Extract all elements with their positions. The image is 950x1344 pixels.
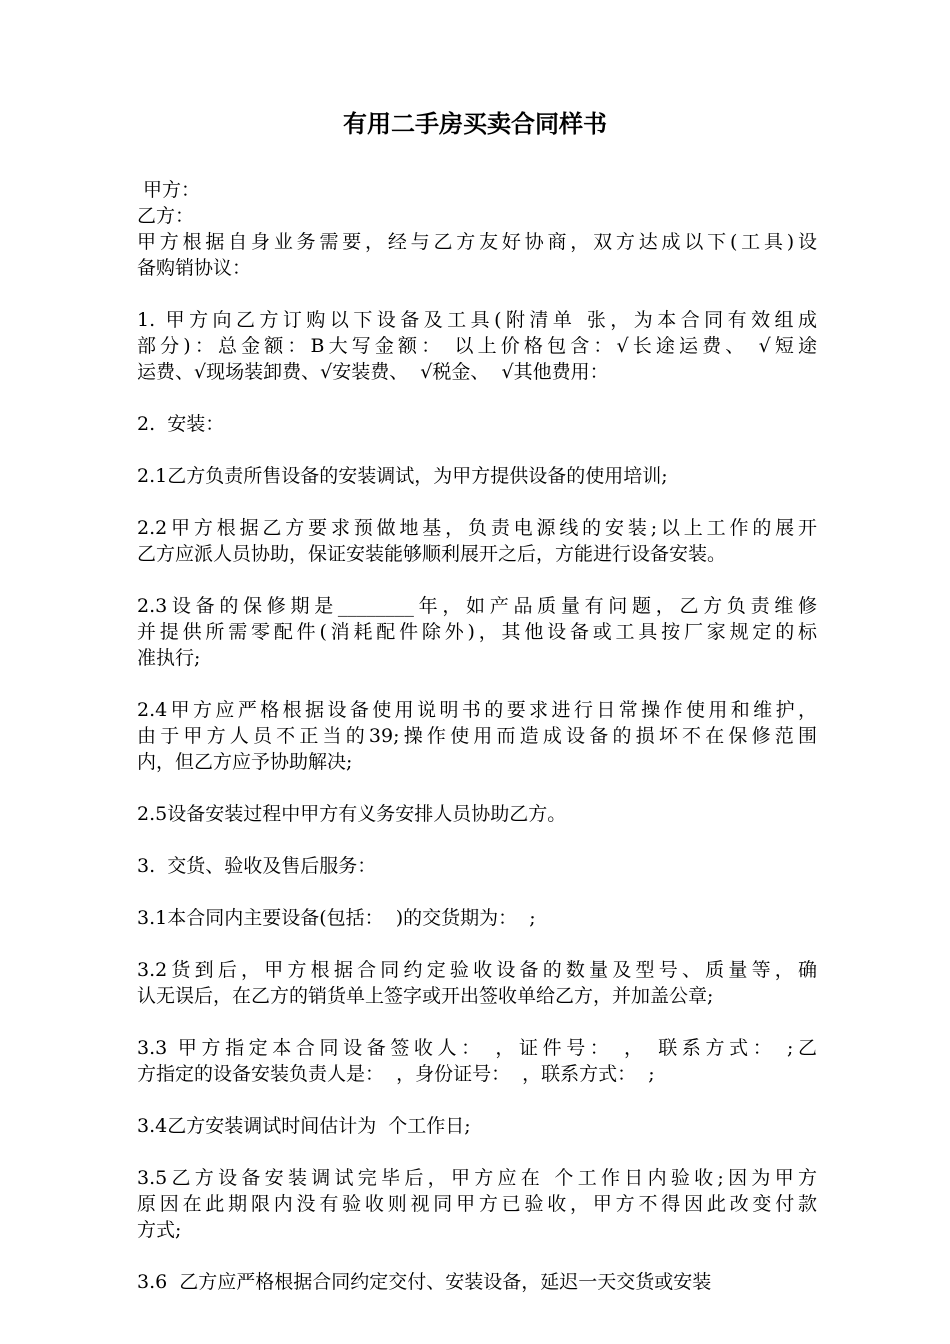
text-line: 乙方应派人员协助，保证安装能够顺利展开之后，方能进行设备安装。 <box>137 543 727 565</box>
text-line: 运费、√现场装卸费、√安装费、 √税金、 √其他费用： <box>137 361 609 383</box>
text-line: 乙方： <box>137 205 195 227</box>
blank-line <box>137 385 817 411</box>
text-line: 内，但乙方应予协助解决; <box>137 751 353 773</box>
text-line: 3.1本合同内主要设备(包括： )的交货期为： ; <box>137 907 536 929</box>
text-line: 3. 交货、验收及售后服务： <box>137 855 377 877</box>
blank-line <box>137 879 817 905</box>
text-line: 2.3设备的保修期是________年，如产品质量有问题，乙方负责维修 <box>137 595 817 617</box>
text-line: 认无误后，在乙方的销货单上签字或开出签收单给乙方，并加盖公章; <box>137 985 714 1007</box>
blank-line <box>137 1243 817 1269</box>
blank-line <box>137 1139 817 1165</box>
document-title: 有用二手房买卖合同样书 <box>343 110 607 138</box>
text-line: 2.4甲方应严格根据设备使用说明书的要求进行日常操作使用和维护， <box>137 699 817 721</box>
blank-line <box>137 775 817 801</box>
text-line: 部分)：总金额：B大写金额： 以上价格包含：√长途运费、 √短途 <box>137 335 817 357</box>
text-line: 2. 安装： <box>137 413 225 435</box>
blank-line <box>137 1087 817 1113</box>
text-line: 甲方： <box>137 179 201 201</box>
text-line: 备购销协议： <box>137 257 252 279</box>
text-line: 原因在此期限内没有验收则视同甲方已验收，甲方不得因此改变付款 <box>137 1193 817 1215</box>
text-line: 方式; <box>137 1219 182 1241</box>
text-line: 准执行; <box>137 647 201 669</box>
text-line: 2.5设备安装过程中甲方有义务安排人员协助乙方。 <box>137 803 567 825</box>
blank-line <box>137 567 817 593</box>
text-line: 并提供所需零配件(消耗配件除外)，其他设备或工具按厂家规定的标 <box>137 621 817 643</box>
blank-line <box>137 931 817 957</box>
text-line: 2.1乙方负责所售设备的安装调试，为甲方提供设备的使用培训; <box>137 465 668 487</box>
blank-line <box>137 437 817 463</box>
text-line: 1. 甲方向乙方订购以下设备及工具(附清单 张，为本合同有效组成 <box>137 309 817 331</box>
text-line: 3.5乙方设备安装调试完毕后，甲方应在 个工作日内验收;因为甲方 <box>137 1167 817 1189</box>
text-line: 3.4乙方安装调试时间估计为 个工作日; <box>137 1115 471 1137</box>
document-body <box>137 177 817 1295</box>
text-line: 3.6 乙方应严格根据合同约定交付、安装设备，延迟一天交货或安装 <box>137 1271 712 1293</box>
text-line: 2.2甲方根据乙方要求预做地基，负责电源线的安装;以上工作的展开 <box>137 517 817 539</box>
text-line: 甲方根据自身业务需要，经与乙方友好协商，双方达成以下(工具)设 <box>137 231 817 253</box>
text-line: 方指定的设备安装负责人是： ，身份证号： ，联系方式： ; <box>137 1063 655 1085</box>
blank-line <box>137 489 817 515</box>
blank-line <box>137 1009 817 1035</box>
blank-line <box>137 281 817 307</box>
text-line: 由于甲方人员不正当的39;操作使用而造成设备的损坏不在保修范围 <box>137 725 817 747</box>
blank-line <box>137 827 817 853</box>
text-line: 3.3 甲方指定本合同设备签收人： ，证件号： ， 联系方式： ;乙 <box>137 1037 817 1059</box>
text-line: 3.2货到后，甲方根据合同约定验收设备的数量及型号、质量等，确 <box>137 959 817 981</box>
blank-line <box>137 671 817 697</box>
